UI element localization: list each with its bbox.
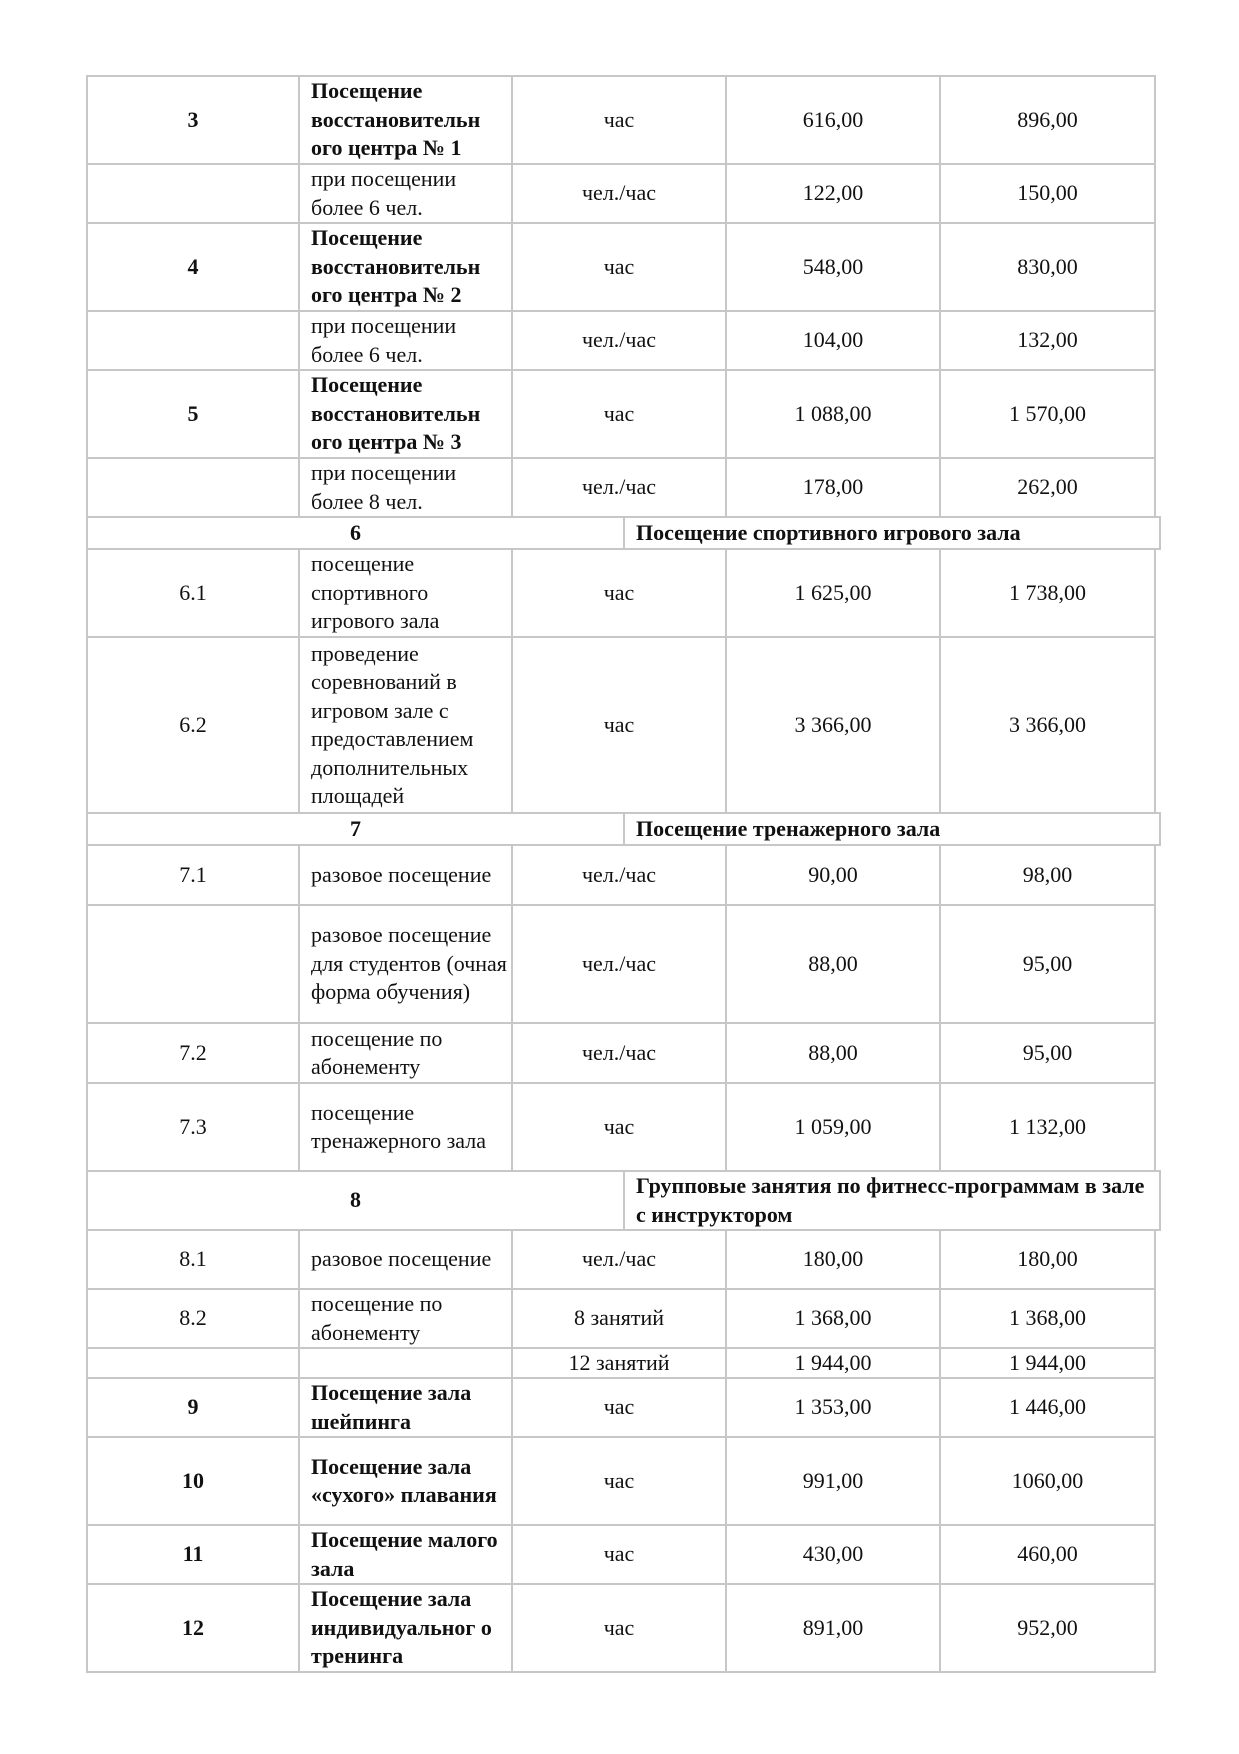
service-name <box>298 548 513 638</box>
service-name-text: Посещение зала «сухого» плавания <box>311 1453 497 1507</box>
table-row <box>86 1347 1156 1379</box>
row-number <box>86 457 300 518</box>
section-title: Групповые занятия по фитнесс-программам в зале с инструктором <box>623 1170 1161 1231</box>
table-row <box>86 222 1156 312</box>
row-number: 5 <box>86 369 300 459</box>
price-1: 1 353,00 <box>725 1377 941 1438</box>
row-number: 7.3 <box>86 1082 300 1172</box>
price-2: 262,00 <box>939 457 1156 518</box>
service-name-text: разовое посещение для студентов (очная форма обучения) <box>311 922 507 1005</box>
service-name-text: Посещение восстановительн ого центра № 1 <box>311 78 481 161</box>
table-row <box>86 1583 1156 1673</box>
table-row <box>86 1524 1156 1585</box>
row-number: 8.1 <box>86 1229 300 1290</box>
price-1: 616,00 <box>725 75 941 165</box>
price-1: 90,00 <box>725 844 941 906</box>
unit: чел./час <box>511 1229 727 1290</box>
section-number: 7 <box>86 812 625 846</box>
unit: час <box>511 548 727 638</box>
price-1: 178,00 <box>725 457 941 518</box>
unit: час <box>511 222 727 312</box>
table-row <box>86 548 1156 638</box>
table-row <box>86 1436 1156 1526</box>
price-1: 180,00 <box>725 1229 941 1290</box>
table-row <box>86 844 1156 906</box>
row-number: 6.2 <box>86 636 300 814</box>
service-name <box>298 163 513 224</box>
price-1: 1 059,00 <box>725 1082 941 1172</box>
service-name-text: посещение по абонементу <box>311 1025 443 1079</box>
row-number: 10 <box>86 1436 300 1526</box>
price-2: 3 366,00 <box>939 636 1156 814</box>
price-2: 460,00 <box>939 1524 1156 1585</box>
service-name <box>298 1436 513 1526</box>
section-number: 6 <box>86 516 625 550</box>
price-2: 1 738,00 <box>939 548 1156 638</box>
service-name <box>298 904 513 1024</box>
price-2: 95,00 <box>939 904 1156 1024</box>
price-2: 1 132,00 <box>939 1082 1156 1172</box>
unit: чел./час <box>511 844 727 906</box>
price-1: 104,00 <box>725 310 941 371</box>
row-number: 4 <box>86 222 300 312</box>
unit: 12 занятий <box>511 1347 727 1379</box>
service-name-text: Посещение восстановительн ого центра № 3 <box>311 372 481 455</box>
price-2: 1 446,00 <box>939 1377 1156 1438</box>
service-name <box>298 222 513 312</box>
unit: час <box>511 1436 727 1526</box>
price-2: 180,00 <box>939 1229 1156 1290</box>
unit: час <box>511 369 727 459</box>
section-title: Посещение тренажерного зала <box>623 812 1161 846</box>
row-number <box>86 163 300 224</box>
price-2: 1 944,00 <box>939 1347 1156 1379</box>
unit: чел./час <box>511 1022 727 1084</box>
service-name-text: при посещении более 6 чел. <box>311 166 457 220</box>
table-row <box>86 310 1156 371</box>
service-name-text: разовое посещение <box>311 861 492 887</box>
service-name <box>298 844 513 906</box>
service-name <box>298 1022 513 1084</box>
unit: час <box>511 1524 727 1585</box>
service-name-text: при посещении более 8 чел. <box>311 460 457 514</box>
price-2: 1 368,00 <box>939 1288 1156 1349</box>
section-header-row <box>86 1170 1161 1231</box>
price-2: 830,00 <box>939 222 1156 312</box>
price-1: 1 368,00 <box>725 1288 941 1349</box>
unit: час <box>511 75 727 165</box>
row-number: 3 <box>86 75 300 165</box>
row-number: 7.1 <box>86 844 300 906</box>
service-name-text: Посещение зала индивидуальног о тренинга <box>311 1586 492 1669</box>
price-1: 430,00 <box>725 1524 941 1585</box>
price-1: 1 088,00 <box>725 369 941 459</box>
service-name <box>298 75 513 165</box>
price-2: 896,00 <box>939 75 1156 165</box>
table-row <box>86 1377 1156 1438</box>
unit: 8 занятий <box>511 1288 727 1349</box>
price-2: 1 570,00 <box>939 369 1156 459</box>
section-number: 8 <box>86 1170 625 1231</box>
service-name-text: посещение спортивного игрового зала <box>311 551 440 634</box>
price-2: 952,00 <box>939 1583 1156 1673</box>
price-1: 548,00 <box>725 222 941 312</box>
service-name <box>298 1082 513 1172</box>
service-name <box>298 636 513 814</box>
table-row <box>86 904 1156 1024</box>
service-name-text: при посещении более 6 чел. <box>311 313 457 367</box>
unit: час <box>511 1082 727 1172</box>
table-row <box>86 1082 1156 1172</box>
service-name-text: посещение по абонементу <box>311 1291 443 1345</box>
service-name <box>298 1583 513 1673</box>
row-number: 12 <box>86 1583 300 1673</box>
service-name-text: Посещение зала шейпинга <box>311 1380 472 1434</box>
service-name <box>298 369 513 459</box>
row-number: 7.2 <box>86 1022 300 1084</box>
price-1: 991,00 <box>725 1436 941 1526</box>
table-row <box>86 636 1156 814</box>
price-1: 122,00 <box>725 163 941 224</box>
price-1: 1 625,00 <box>725 548 941 638</box>
service-name <box>298 1377 513 1438</box>
unit: час <box>511 636 727 814</box>
price-2: 150,00 <box>939 163 1156 224</box>
row-number: 11 <box>86 1524 300 1585</box>
table-row <box>86 1288 1156 1349</box>
row-number <box>86 310 300 371</box>
row-number: 6.1 <box>86 548 300 638</box>
service-name-text: разовое посещение <box>311 1246 492 1272</box>
row-number: 8.2 <box>86 1288 300 1349</box>
table-row <box>86 75 1156 165</box>
unit: чел./час <box>511 310 727 371</box>
service-name-text: Посещение восстановительн ого центра № 2 <box>311 225 481 308</box>
price-2: 1060,00 <box>939 1436 1156 1526</box>
row-number: 9 <box>86 1377 300 1438</box>
service-name-text: Посещение малого зала <box>311 1527 498 1581</box>
price-1: 891,00 <box>725 1583 941 1673</box>
price-2: 132,00 <box>939 310 1156 371</box>
service-name <box>298 1524 513 1585</box>
service-name <box>298 1347 513 1379</box>
table-row <box>86 457 1156 518</box>
table-row <box>86 1022 1156 1084</box>
row-number <box>86 904 300 1024</box>
unit: чел./час <box>511 163 727 224</box>
table-row <box>86 1229 1156 1290</box>
section-header-row <box>86 516 1161 550</box>
unit: чел./час <box>511 904 727 1024</box>
row-number <box>86 1347 300 1379</box>
price-2: 98,00 <box>939 844 1156 906</box>
price-1: 88,00 <box>725 904 941 1024</box>
service-name <box>298 310 513 371</box>
price-2: 95,00 <box>939 1022 1156 1084</box>
section-title: Посещение спортивного игрового зала <box>623 516 1161 550</box>
service-name-text: посещение тренажерного зала <box>311 1099 487 1153</box>
service-name-text: проведение соревнований в игровом зале с предоставлением дополнительных площадей <box>311 640 474 808</box>
table-row <box>86 163 1156 224</box>
price-1: 88,00 <box>725 1022 941 1084</box>
table-row <box>86 369 1156 459</box>
unit: чел./час <box>511 457 727 518</box>
service-name <box>298 1229 513 1290</box>
service-name <box>298 457 513 518</box>
unit: час <box>511 1377 727 1438</box>
section-header-row <box>86 812 1161 846</box>
service-name <box>298 1288 513 1349</box>
price-1: 1 944,00 <box>725 1347 941 1379</box>
price-1: 3 366,00 <box>725 636 941 814</box>
unit: час <box>511 1583 727 1673</box>
